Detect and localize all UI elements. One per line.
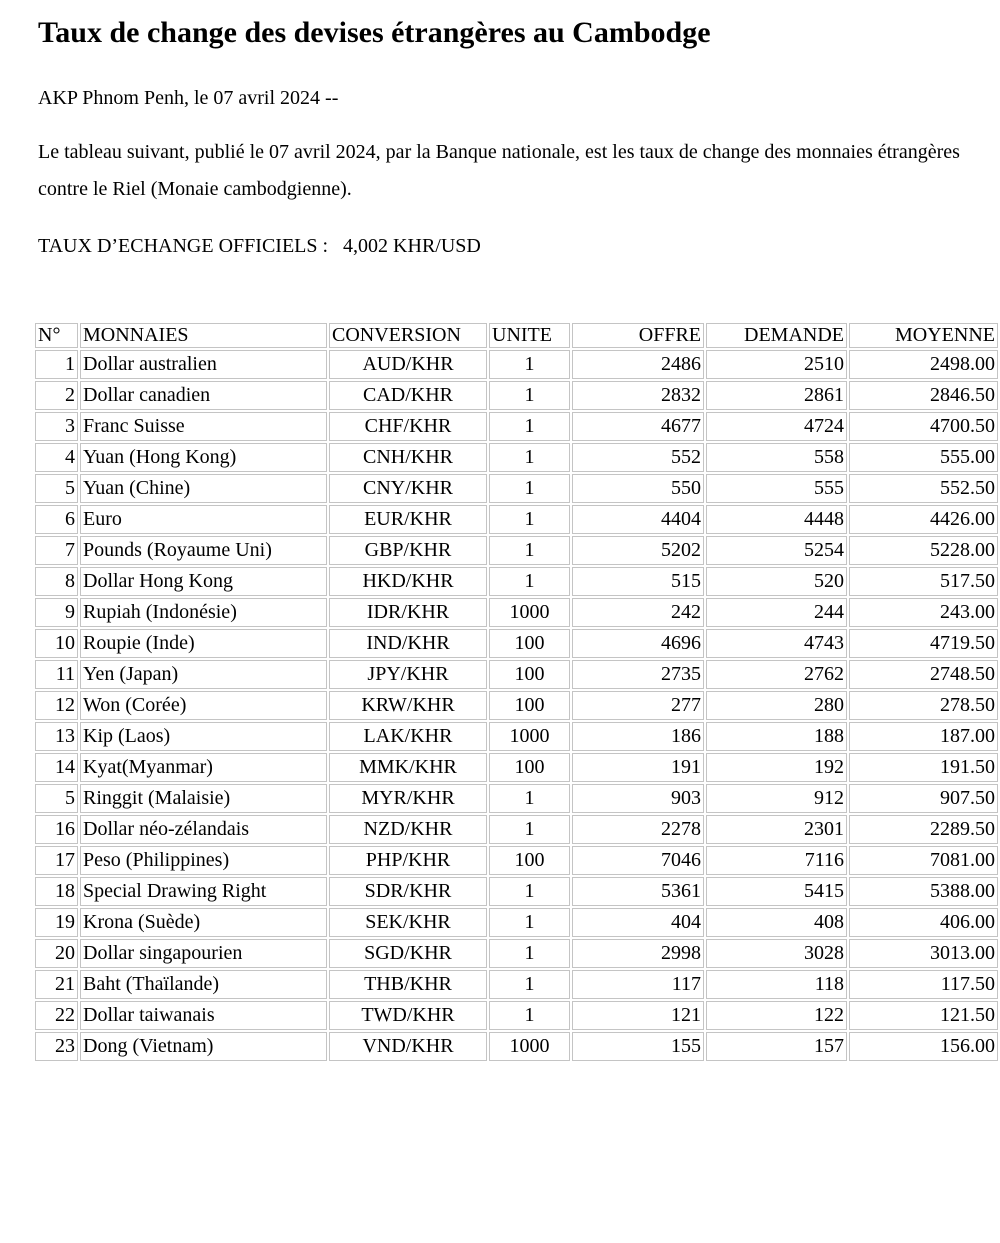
table-cell: 155 [572,1032,704,1061]
table-row [35,753,998,782]
table-cell: 17 [35,846,78,875]
table-cell: 4743 [706,629,847,658]
table-row [35,846,998,875]
table-cell: CAD/KHR [329,381,487,410]
table-cell: 117.50 [849,970,998,999]
table-cell: 100 [489,753,570,782]
table-cell: 1 [489,443,570,472]
table-cell: SDR/KHR [329,877,487,906]
table-cell: 7046 [572,846,704,875]
table-cell: 10 [35,629,78,658]
table-cell: 21 [35,970,78,999]
table-cell: 4448 [706,505,847,534]
dateline: AKP Phnom Penh, le 07 avril 2024 -- [38,87,339,109]
table-cell: 2832 [572,381,704,410]
table-cell: 100 [489,846,570,875]
table-cell: THB/KHR [329,970,487,999]
table-cell: 406.00 [849,908,998,937]
table-cell: 550 [572,474,704,503]
table-body [35,350,998,1061]
table-cell: 157 [706,1032,847,1061]
table-cell: NZD/KHR [329,815,487,844]
table-cell: Yen (Japan) [80,660,327,689]
table-cell: 191.50 [849,753,998,782]
table-cell: MMK/KHR [329,753,487,782]
table-cell: 2301 [706,815,847,844]
table-cell: 3 [35,412,78,441]
table-cell: Special Drawing Right [80,877,327,906]
table-cell: 1 [489,877,570,906]
table-cell: Peso (Philippines) [80,846,327,875]
column-header-demande: DEMANDE [706,323,847,348]
table-cell: 22 [35,1001,78,1030]
table-cell: MYR/KHR [329,784,487,813]
article-page [0,14,1000,1063]
table-cell: Dong (Vietnam) [80,1032,327,1061]
column-header-monnaies: MONNAIES [80,323,327,348]
table-cell: Dollar singapourien [80,939,327,968]
table-cell: Kyat(Myanmar) [80,753,327,782]
table-cell: 191 [572,753,704,782]
table-cell: 100 [489,660,570,689]
table-cell: IDR/KHR [329,598,487,627]
table-cell: 5 [35,474,78,503]
table-cell: 192 [706,753,847,782]
table-cell: 552 [572,443,704,472]
table-cell: 2748.50 [849,660,998,689]
table-cell: 156.00 [849,1032,998,1061]
table-cell: 555 [706,474,847,503]
table-cell: 13 [35,722,78,751]
table-cell: 186 [572,722,704,751]
table-cell: Kip (Laos) [80,722,327,751]
table-cell: GBP/KHR [329,536,487,565]
table-cell: 7 [35,536,78,565]
table-cell: 1 [489,536,570,565]
table-cell: 3013.00 [849,939,998,968]
table-cell: Dollar canadien [80,381,327,410]
table-row [35,350,998,379]
table-cell: 1 [489,970,570,999]
table-cell: 118 [706,970,847,999]
table-row [35,939,998,968]
table-cell: 122 [706,1001,847,1030]
table-row [35,629,998,658]
table-cell: 4724 [706,412,847,441]
table-cell: 5254 [706,536,847,565]
table-cell: 555.00 [849,443,998,472]
table-cell: 280 [706,691,847,720]
table-cell: 2 [35,381,78,410]
table-cell: 2486 [572,350,704,379]
table-cell: Dollar Hong Kong [80,567,327,596]
table-cell: 2861 [706,381,847,410]
table-row [35,412,998,441]
table-cell: 278.50 [849,691,998,720]
table-row [35,908,998,937]
table-cell: Franc Suisse [80,412,327,441]
table-cell: 1 [489,1001,570,1030]
table-cell: 7081.00 [849,846,998,875]
table-cell: 3028 [706,939,847,968]
column-header-number: N° [35,323,78,348]
table-cell: 517.50 [849,567,998,596]
table-row [35,381,998,410]
table-cell: 2735 [572,660,704,689]
table-cell: Dollar australien [80,350,327,379]
table-cell: 4 [35,443,78,472]
table-cell: 1 [489,567,570,596]
table-row [35,567,998,596]
table-cell: 121 [572,1001,704,1030]
table-row [35,877,998,906]
table-cell: 14 [35,753,78,782]
table-cell: 5388.00 [849,877,998,906]
column-header-moyenne: MOYENNE [849,323,998,348]
table-cell: 4426.00 [849,505,998,534]
table-cell: VND/KHR [329,1032,487,1061]
table-cell: 4719.50 [849,629,998,658]
table-cell: Baht (Thaïlande) [80,970,327,999]
table-cell: 408 [706,908,847,937]
table-cell: 1 [489,939,570,968]
table-cell: 18 [35,877,78,906]
intro-paragraph: Le tableau suivant, publié le 07 avril 2024, par la Banque nationale, est les taux de change des monnaies étrangères contre le Riel (Monaie cambodgienne). [38,141,960,200]
table-cell: PHP/KHR [329,846,487,875]
table-cell: CHF/KHR [329,412,487,441]
table-cell: 11 [35,660,78,689]
table-cell: 244 [706,598,847,627]
table-cell: 912 [706,784,847,813]
table-cell: 1 [489,474,570,503]
table-cell: 552.50 [849,474,998,503]
table-cell: HKD/KHR [329,567,487,596]
table-cell: 2498.00 [849,350,998,379]
table-cell: 2278 [572,815,704,844]
table-cell: 4677 [572,412,704,441]
table-cell: 7116 [706,846,847,875]
table-cell: LAK/KHR [329,722,487,751]
table-cell: CNH/KHR [329,443,487,472]
table-cell: 2846.50 [849,381,998,410]
table-cell: 4700.50 [849,412,998,441]
table-cell: 121.50 [849,1001,998,1030]
table-cell: Yuan (Hong Kong) [80,443,327,472]
table-cell: 16 [35,815,78,844]
column-header-unite: UNITE [489,323,570,348]
table-cell: 8 [35,567,78,596]
table-cell: 277 [572,691,704,720]
table-cell: 907.50 [849,784,998,813]
table-cell: 1000 [489,598,570,627]
table-cell: Roupie (Inde) [80,629,327,658]
table-cell: 1 [489,784,570,813]
table-cell: 187.00 [849,722,998,751]
table-row [35,970,998,999]
table-cell: 5415 [706,877,847,906]
table-cell: 1 [489,381,570,410]
table-cell: SGD/KHR [329,939,487,968]
table-row [35,784,998,813]
table-cell: 4696 [572,629,704,658]
table-row [35,598,998,627]
table-cell: Pounds (Royaume Uni) [80,536,327,565]
table-row [35,691,998,720]
table-cell: 242 [572,598,704,627]
table-cell: 19 [35,908,78,937]
table-cell: 558 [706,443,847,472]
table-row [35,474,998,503]
table-cell: 520 [706,567,847,596]
exchange-rates-table [33,321,1000,1063]
table-cell: 20 [35,939,78,968]
table-cell: 1 [489,412,570,441]
table-cell: 2510 [706,350,847,379]
table-cell: 100 [489,691,570,720]
table-cell: 5 [35,784,78,813]
table-cell: Krona (Suède) [80,908,327,937]
table-cell: AUD/KHR [329,350,487,379]
table-cell: JPY/KHR [329,660,487,689]
column-header-conversion: CONVERSION [329,323,487,348]
table-row [35,1032,998,1061]
table-cell: 243.00 [849,598,998,627]
table-cell: 2762 [706,660,847,689]
table-cell: CNY/KHR [329,474,487,503]
table-cell: 1 [489,350,570,379]
table-row [35,1001,998,1030]
table-cell: 903 [572,784,704,813]
table-cell: 5361 [572,877,704,906]
table-cell: Dollar néo-zélandais [80,815,327,844]
table-cell: 9 [35,598,78,627]
official-rate-line: TAUX D’ECHANGE OFFICIELS : 4,002 KHR/USD [38,235,481,257]
column-header-offre: OFFRE [572,323,704,348]
table-row [35,505,998,534]
table-cell: 23 [35,1032,78,1061]
table-cell: Rupiah (Indonésie) [80,598,327,627]
table-cell: 404 [572,908,704,937]
table-cell: 2998 [572,939,704,968]
page-title: Taux de change des devises étrangères au Cambodge [38,16,711,49]
table-cell: 5228.00 [849,536,998,565]
table-cell: 6 [35,505,78,534]
table-cell: Yuan (Chine) [80,474,327,503]
table-cell: 188 [706,722,847,751]
table-cell: 100 [489,629,570,658]
table-cell: Won (Corée) [80,691,327,720]
table-cell: EUR/KHR [329,505,487,534]
table-cell: KRW/KHR [329,691,487,720]
table-cell: 1000 [489,1032,570,1061]
table-cell: 1 [489,815,570,844]
table-cell: Ringgit (Malaisie) [80,784,327,813]
table-row [35,815,998,844]
table-cell: 12 [35,691,78,720]
table-cell: Dollar taiwanais [80,1001,327,1030]
table-cell: 1000 [489,722,570,751]
table-cell: Euro [80,505,327,534]
table-cell: 515 [572,567,704,596]
table-row [35,443,998,472]
table-cell: 1 [35,350,78,379]
table-cell: 2289.50 [849,815,998,844]
table-cell: 1 [489,908,570,937]
table-cell: TWD/KHR [329,1001,487,1030]
table-header-row [35,323,998,348]
table-row [35,722,998,751]
table-cell: IND/KHR [329,629,487,658]
table-cell: SEK/KHR [329,908,487,937]
table-cell: 117 [572,970,704,999]
table-row [35,536,998,565]
table-cell: 5202 [572,536,704,565]
table-cell: 4404 [572,505,704,534]
table-cell: 1 [489,505,570,534]
table-row [35,660,998,689]
